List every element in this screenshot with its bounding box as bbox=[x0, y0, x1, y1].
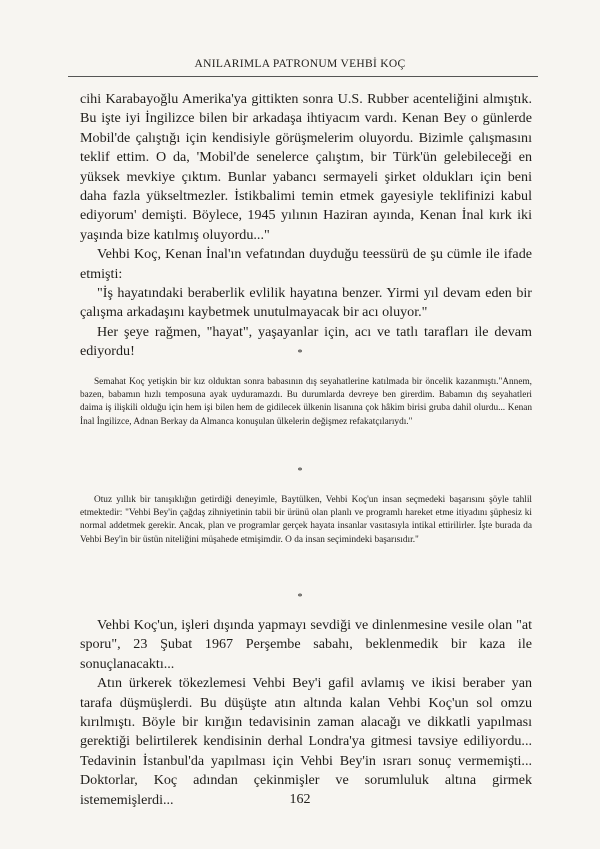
paragraph: Vehbi Koç'un, işleri dışında yapmayı sevdiği ve dinlenmesine vesile olan "at sporu", 23 Şubat 1967 Perşembe sabahı, beklenmedik bir kaza ile sonuçlanacaktı... bbox=[80, 617, 532, 672]
main-text bbox=[80, 90, 532, 362]
header-rule bbox=[68, 76, 538, 77]
page-number: 162 bbox=[289, 792, 311, 807]
closing-text bbox=[80, 616, 532, 810]
section-separator: * bbox=[297, 348, 303, 359]
note-block bbox=[80, 376, 532, 429]
note-paragraph: Semahat Koç yetişkin bir kız olduktan sonra babasının dış seyahatlerine katılmada bir öncelik kazanmıştı."Annem, bazen, babamın hızlı temposuna ayak uyduramazdı. Bu durumlarda devreye ben girerdim. Babamın dış seyahatleri daima iş ilişkili olduğu için hem işi bilen hem de gidilecek ülkenin lisanına çok hâkim birisi gruba dahil olurdu... Kenan İnal İngilizce, Adnan Berkay da Almanca konuşulan ülkelerin değişmez refakatçılarıydı." bbox=[80, 377, 532, 427]
section-separator: * bbox=[297, 592, 303, 603]
paragraph: Atın ürkerek tökezlemesi Vehbi Bey'i gafil avlamış ve ikisi beraber yan tarafa düşmüşlerdi. Bu düşüşte atın altında kalan Vehbi Koç'un sol omzu kırılmıştı. Böyle bir kırığın tedavisinin zaman alacağı ve dikkatli yapılması gerektiği belirtilerek kendisinin derhal Londra'ya gitmesi tavsiye ediliyordu... Tedavinin İstanbul'da yapılması için Vehbi Bey'in ısrarı sonuç vermemişti... Doktorlar, Koç adından çekinmişler ve sorumluluk altına girmek istememişlerdi... bbox=[80, 675, 532, 808]
note-paragraph: Otuz yıllık bir tanışıklığın getirdiği deneyimle, Baytülken, Vehbi Koç'un insan seçmedeki başarısını şöyle tahlil etmektedir: "Vehbi Bey'in çağdaş zihniyetinin tabii bir ürünü olan planlı ve programlı hareket etme itiyadını şüphesiz ki normal addetmek gerekir. Ancak, plan ve programlar gerçek hayata insanlar vasıtasıyla intikal ettirilirler. İşte burada da Vehbi Bey'in bir üstün niteliğini müşahede etmişimdir. O da insan seçimindeki başarısıdır." bbox=[80, 495, 532, 545]
section-separator: * bbox=[297, 466, 303, 477]
note-block bbox=[80, 494, 532, 547]
quote-paragraph: "İş hayatındaki beraberlik evlilik hayatına benzer. Yirmi yıl devam eden bir çalışma arkadaşını kaybetmek unutulmayacak bir acı oluyor." bbox=[80, 285, 532, 321]
running-header: ANILARIMLA PATRONUM VEHBİ KOÇ bbox=[194, 58, 406, 70]
paragraph: Vehbi Koç, Kenan İnal'ın vefatından duyduğu teessürü de şu cümle ile ifade etmişti: bbox=[80, 246, 532, 282]
paragraph: cihi Karabayoğlu Amerika'ya gittikten sonra U.S. Rubber acenteliğini almıştık. Bu işte iyi İngilizce bilen bir arkadaşa ihtiyacım vardı. Kenan Bey o günlerde Mobil'de çalıştığı için kendisiyle görüşmelerim oluyordu. Bizimle çalışmasını teklif ettim. O da, 'Mobil'de senelerce çalıştım, bir Türk'ün gelebileceği en yüksek mevkiye çıktım. Bunlar yabancı sermayeli şirket oldukları için beni daha fazla yükseltmezler. İstikbalimi temin etmek gayesiyle teklifinizi kabul ediyorum' demişti. Böylece, 1945 yılının Haziran ayında, Kenan İnal kırk iki yaşında bize katılmış oluyordu..." bbox=[80, 91, 532, 243]
paragraph: Her şeye rağmen, "hayat", yaşayanlar için, acı ve tatlı tarafları ile devam ediyordu! bbox=[80, 323, 532, 360]
